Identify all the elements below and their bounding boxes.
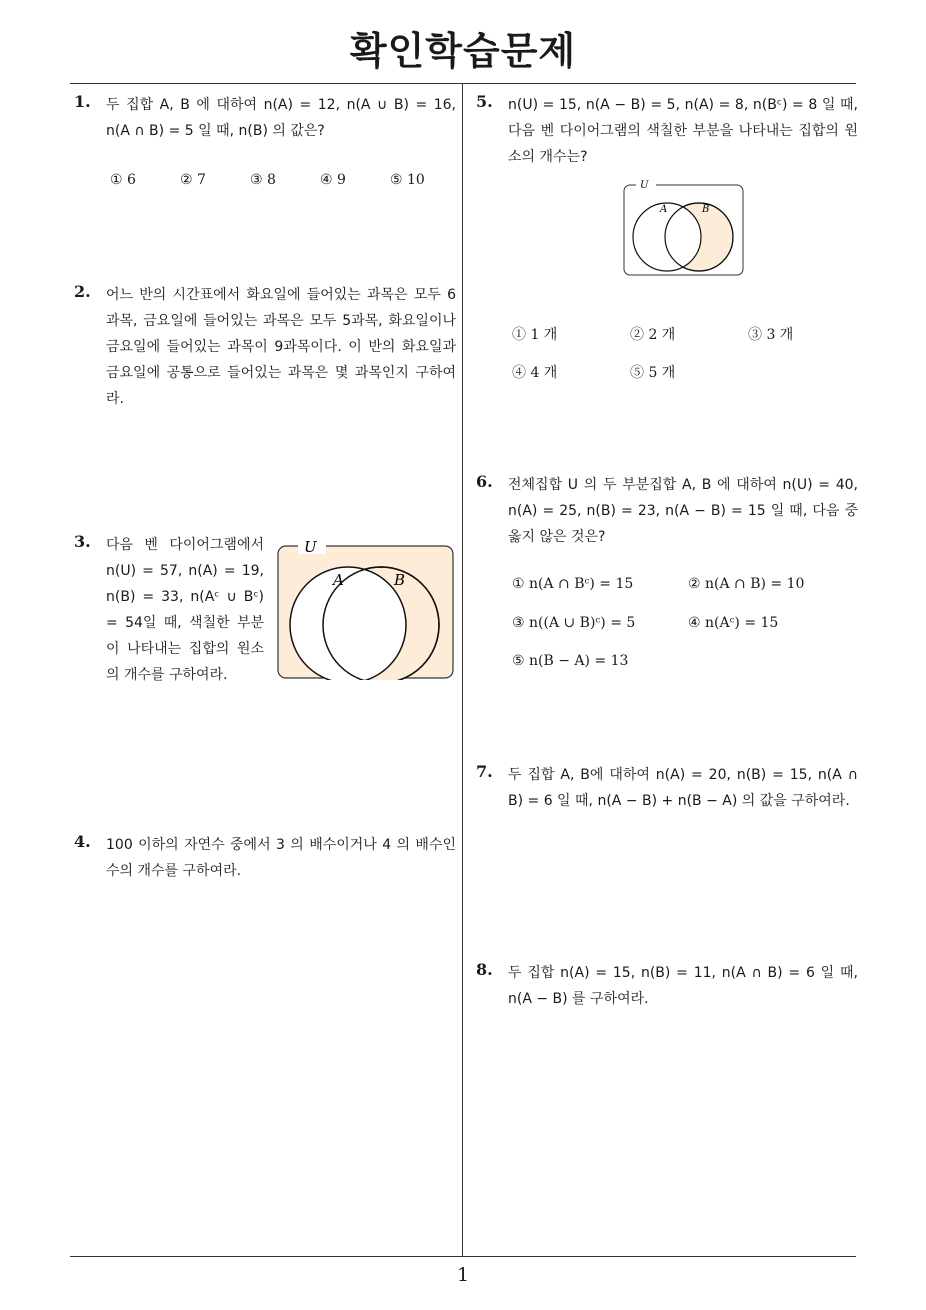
question-5	[508, 92, 858, 170]
option[interactable]: ② 2 개	[630, 327, 676, 343]
question-text: 두 집합 A, B에 대하여 n(A) = 20, n(B) = 15, n(A ∩ B) = 6 일 때, n(A − B) + n(B − A) 의 값을 구하여라.	[508, 767, 858, 809]
option[interactable]: ③ 8	[250, 172, 276, 188]
column-divider	[462, 83, 463, 1257]
option[interactable]: ② 7	[180, 172, 206, 188]
question-number: 1.	[74, 92, 91, 111]
question-text: 두 집합 n(A) = 15, n(B) = 11, n(A ∩ B) = 6 일 때, n(A − B) 를 구하여라.	[508, 965, 858, 1007]
option[interactable]: ④ 4 개	[512, 365, 558, 381]
question-3	[106, 532, 264, 688]
universal-label: U	[640, 180, 649, 191]
option[interactable]: ④ 9	[320, 172, 346, 188]
set-a-circle	[290, 567, 406, 680]
option[interactable]: ③ 3 개	[748, 327, 794, 343]
page-number: 1	[456, 1264, 470, 1286]
option[interactable]: ① 6	[110, 172, 136, 188]
option[interactable]: ③ n((A ∪ B)ᶜ) = 5	[512, 615, 636, 631]
question-number: 8.	[476, 960, 493, 979]
option[interactable]: ⑤ 5 개	[630, 365, 676, 381]
question-number: 7.	[476, 762, 493, 781]
set-a-label: A	[660, 204, 668, 215]
option[interactable]: ② n(A ∩ B) = 10	[688, 576, 805, 592]
question-text: 두 집합 A, B 에 대하여 n(A) = 12, n(A ∪ B) = 16, n(A ∩ B) = 5 일 때, n(B) 의 값은?	[106, 97, 456, 139]
option[interactable]: ① n(A ∩ Bᶜ) = 15	[512, 576, 634, 592]
venn-diagram-q3	[276, 540, 456, 680]
question-text: 100 이하의 자연수 중에서 3 의 배수이거나 4 의 배수인 수의 개수를 구하여라.	[106, 837, 456, 879]
option[interactable]: ⑤ 10	[390, 172, 425, 188]
question-number: 5.	[476, 92, 493, 111]
question-number: 6.	[476, 472, 493, 491]
question-1	[106, 92, 456, 144]
question-4	[106, 832, 456, 884]
set-a-label: A	[333, 571, 344, 589]
question-text: 어느 반의 시간표에서 화요일에 들어있는 과목은 모두 6과목, 금요일에 들어있는 과목은 모두 5과목, 화요일이나 금요일에 들어있는 과목이 9과목이다. 이 반의 화요일과 금요일에 공통으로 들어있는 과목은 몇 과목인지 구하여라.	[106, 287, 456, 407]
question-6	[508, 472, 858, 550]
set-b-label: B	[394, 571, 406, 589]
question-number: 2.	[74, 282, 91, 301]
venn-diagram-q5	[622, 180, 746, 278]
question-text: 전체집합 U 의 두 부분집합 A, B 에 대하여 n(U) = 40, n(A) = 25, n(B) = 23, n(A − B) = 15 일 때, 다음 중 옳지 않은 것은?	[508, 477, 858, 545]
set-b-label: B	[702, 204, 710, 215]
option[interactable]: ⑤ n(B − A) = 13	[512, 653, 629, 669]
bottom-rule	[70, 1256, 856, 1257]
top-rule	[70, 83, 856, 84]
option[interactable]: ① 1 개	[512, 327, 558, 343]
question-2	[106, 282, 456, 412]
option[interactable]: ④ n(Aᶜ) = 15	[688, 615, 779, 631]
question-7	[508, 762, 858, 814]
question-text: n(U) = 15, n(A − B) = 5, n(A) = 8, n(Bᶜ) = 8 일 때, 다음 벤 다이어그램의 색칠한 부분을 나타내는 집합의 원소의 개수는?	[508, 97, 858, 165]
question-number: 4.	[74, 832, 91, 851]
question-text: 다음 벤 다이어그램에서 n(U) = 57, n(A) = 19, n(B) = 33, n(Aᶜ ∪ Bᶜ) = 54일 때, 색칠한 부분이 나타내는 집합의 원소의 개수를 구하여라.	[106, 537, 264, 683]
universal-label: U	[304, 540, 317, 556]
question-number: 3.	[74, 532, 91, 551]
question-8	[508, 960, 858, 1012]
page-title: 확인학습문제	[349, 29, 577, 73]
